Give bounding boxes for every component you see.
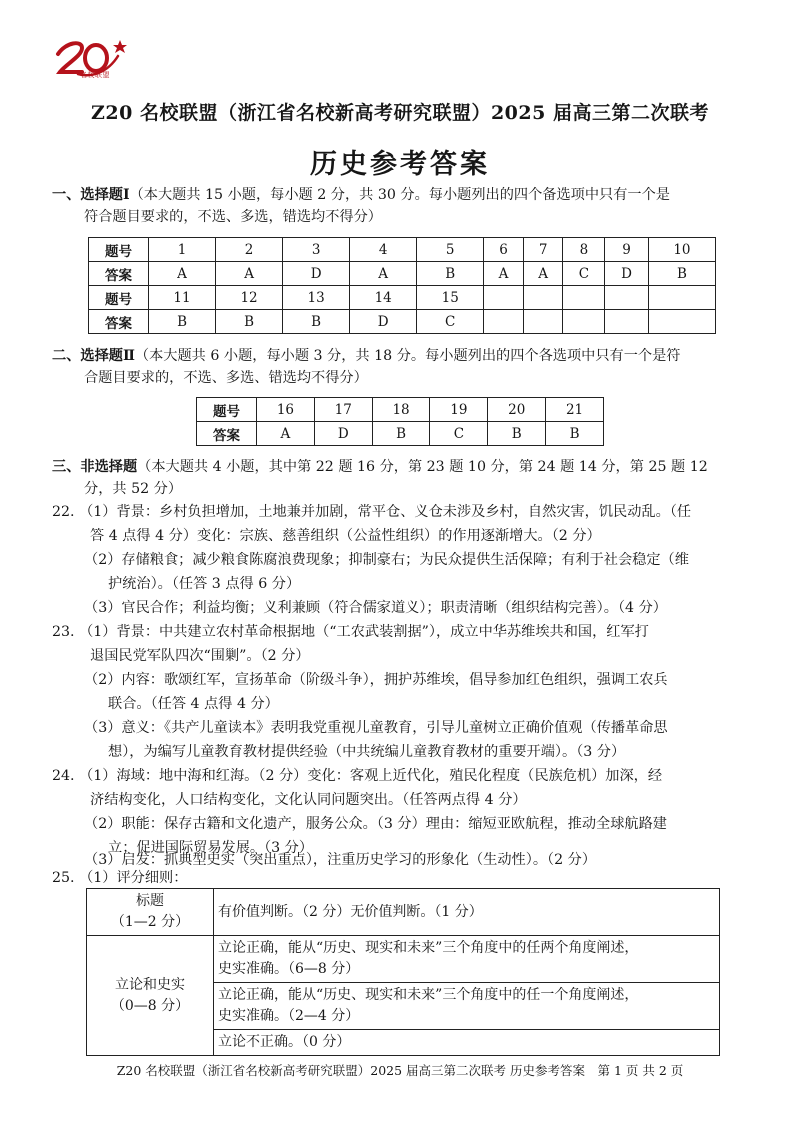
q25-rubric-table xyxy=(86,888,720,1056)
answer-cell: C xyxy=(417,310,484,334)
q24-part2-line1: （2）职能：保存古籍和文化遗产，服务公众。（3 分）理由：缩短亚欧航程，推动全球航路建 xyxy=(84,816,667,832)
q24-part1-line1: 24. （1）海域：地中海和红海。（2 分）变化：客观上近代化，殖民化程度（民族危机）加深，经 xyxy=(52,768,663,784)
answer-cell: B xyxy=(216,310,283,334)
rubric-title-label: 标题 xyxy=(136,893,164,909)
question-number: 6 xyxy=(484,238,524,262)
answer-cell xyxy=(523,310,563,334)
answer-cell: B xyxy=(417,262,484,286)
question-number xyxy=(648,286,715,310)
answer-cell: A xyxy=(523,262,563,286)
rubric-title-cell xyxy=(87,889,214,936)
row-label-answer: 答案 xyxy=(197,422,257,446)
answer-cell xyxy=(484,310,524,334)
answer-cell: D xyxy=(350,310,417,334)
table-row xyxy=(87,889,720,936)
row-label-question: 题号 xyxy=(89,238,149,262)
answer-cell: B xyxy=(488,422,546,446)
section1-heading: 一、选择题Ⅰ xyxy=(52,187,130,203)
question-number xyxy=(484,286,524,310)
answer-cell: B xyxy=(372,422,430,446)
q24-part3: （3）启发：抓典型史实（突出重点），注重历史学习的形象化（生动性）。（2 分） xyxy=(84,852,597,868)
q23-part3-line1: （3）意义：《共产儿童读本》表明我党重视儿童教育，引导儿童树立正确价值观（传播革命思 xyxy=(84,720,668,736)
rubric-argument-range: （0—8 分） xyxy=(110,997,190,1014)
table-row xyxy=(89,238,716,262)
row-label-question: 题号 xyxy=(89,286,149,310)
section1-desc-line1: （本大题共 15 小题，每小题 2 分，共 30 分。每小题列出的四个备选项中只有一个是 xyxy=(129,187,670,203)
question-number: 12 xyxy=(216,286,283,310)
row-label-answer: 答案 xyxy=(89,262,149,286)
rubric-title-desc: 有价值判断。（2 分）无价值判断。（1 分） xyxy=(214,889,720,936)
question-number: 9 xyxy=(605,238,649,262)
question-number: 19 xyxy=(430,398,488,422)
section1-answer-table xyxy=(88,237,716,334)
answer-cell xyxy=(648,310,715,334)
question-number: 5 xyxy=(417,238,484,262)
answer-cell: B xyxy=(546,422,604,446)
answer-cell: A xyxy=(149,262,216,286)
answer-cell xyxy=(563,310,605,334)
question-number: 11 xyxy=(149,286,216,310)
row-label-question: 题号 xyxy=(197,398,257,422)
q25-intro: 25. （1）评分细则： xyxy=(52,870,188,886)
question-number: 14 xyxy=(350,286,417,310)
question-number: 2 xyxy=(216,238,283,262)
answer-cell: B xyxy=(648,262,715,286)
question-number xyxy=(523,286,563,310)
answer-cell: D xyxy=(605,262,649,286)
question-number: 8 xyxy=(563,238,605,262)
page-footer: Z20 名校联盟（浙江省名校新高考研究联盟）2025 届高三第二次联考 历史参考答案 第 1 页 共 2 页 xyxy=(116,1063,684,1078)
q22-part2-line2: 护统治）。（任答 3 点得 6 分） xyxy=(108,576,301,592)
rubric-argument-level1-line2: 史实准确。（6—8 分） xyxy=(218,961,360,977)
q23-part2-line1: （2）内容：歌颂红军，宣扬革命（阶级斗争），拥护苏维埃，倡导参加红色组织，强调工农兵 xyxy=(84,672,668,688)
rubric-argument-level3: 立论不正确。（0 分） xyxy=(214,1030,720,1056)
answer-cell: A xyxy=(350,262,417,286)
q22-part1-line1: 22. （1）背景：乡村负担增加，土地兼并加剧，常平仓、义仓未涉及乡村，自然灾害，饥民动乱。（任 xyxy=(52,504,692,520)
exam-header-title: Z20 名校联盟（浙江省名校新高考研究联盟）2025 届高三第二次联考 xyxy=(91,102,709,124)
section2-desc-line1: （本大题共 6 小题，每小题 3 分，共 18 分。每小题列出的四个各选项中只有一个是符 xyxy=(134,348,681,364)
table-row xyxy=(197,422,604,446)
question-number: 18 xyxy=(372,398,430,422)
table-row xyxy=(87,936,720,983)
section1-desc-line2: 符合题目要求的，不选、多选，错选均不得分） xyxy=(84,209,382,225)
q24-part1-line2: 济结构变化，人口结构变化，文化认同问题突出。（任答两点得 4 分） xyxy=(90,792,527,808)
question-number: 10 xyxy=(648,238,715,262)
answer-cell: A xyxy=(257,422,315,446)
section3-desc-line2: 分，共 52 分） xyxy=(84,481,183,497)
q22-part2-line1: （2）存储粮食；减少粮食陈腐浪费现象；抑制豪右；为民众提供生活保障；有利于社会稳定（维 xyxy=(84,552,689,568)
answer-cell: B xyxy=(149,310,216,334)
table-row xyxy=(89,310,716,334)
question-number: 16 xyxy=(257,398,315,422)
rubric-argument-level2 xyxy=(214,983,720,1030)
rubric-argument-level1-line1: 立论正确，能从“历史、现实和未来”三个角度中的任两个角度阐述， xyxy=(218,940,639,956)
answer-cell: A xyxy=(216,262,283,286)
section2-intro xyxy=(52,345,752,389)
table-row xyxy=(89,286,716,310)
answer-cell: B xyxy=(283,310,350,334)
question-number: 3 xyxy=(283,238,350,262)
document-title: 历史参考答案 xyxy=(310,149,490,180)
question-number: 7 xyxy=(523,238,563,262)
answer-cell: D xyxy=(314,422,372,446)
row-label-answer: 答案 xyxy=(89,310,149,334)
question-number: 1 xyxy=(149,238,216,262)
section2-answer-table xyxy=(196,397,604,446)
rubric-argument-label: 立论和史实 xyxy=(115,976,185,993)
rubric-title-range: （1—2 分） xyxy=(110,914,190,930)
answer-cell: C xyxy=(563,262,605,286)
question-number xyxy=(563,286,605,310)
question-number: 4 xyxy=(350,238,417,262)
question-number: 15 xyxy=(417,286,484,310)
rubric-argument-level2-line2: 史实准确。（2—4 分） xyxy=(218,1008,360,1024)
q22-part1-line2: 答 4 点得 4 分）变化：宗族、慈善组织（公益性组织）的作用逐渐增大。（2 分） xyxy=(90,528,601,544)
rubric-argument-cell xyxy=(87,936,214,1056)
answer-cell: A xyxy=(484,262,524,286)
section2-desc-line2: 合题目要求的，不选、多选、错选均不得分） xyxy=(84,370,368,386)
q23-part1-line2: 退国民党军队四次“围剿”。（2 分） xyxy=(90,648,310,664)
question-number: 21 xyxy=(546,398,604,422)
q23-part2-line2: 联合。（任答 4 点得 4 分） xyxy=(108,696,279,712)
section2-heading: 二、选择题Ⅱ xyxy=(52,348,135,364)
q23-part3-line2: 想），为编写儿童教育教材提供经验（中共统编儿童教育教材的重要开端）。（3 分） xyxy=(108,744,626,760)
question-number xyxy=(605,286,649,310)
question-number: 13 xyxy=(283,286,350,310)
section3-desc-line1: （本大题共 4 小题，其中第 22 题 16 分，第 23 题 10 分，第 24 题 14 分，第 25 题 12 xyxy=(137,459,708,475)
q23-part1-line1: 23. （1）背景：中共建立农村革命根据地（“工农武装割据”），成立中华苏维埃共和国，红军打 xyxy=(52,624,649,640)
q22-part3: （3）官民合作；利益均衡；义利兼顾（符合儒家道义）；职责清晰（组织结构完善）。（4 分） xyxy=(84,600,667,616)
table-row xyxy=(89,262,716,286)
q24-part2-line2: 立；促进国际贸易发展。（3 分） xyxy=(108,840,314,856)
answer-cell xyxy=(605,310,649,334)
rubric-argument-level2-line1: 立论正确，能从“历史、现实和未来”三个角度中的任一个角度阐述， xyxy=(218,987,639,1003)
logo-caption: 名校联盟 xyxy=(80,71,110,79)
section3-intro xyxy=(52,456,752,500)
question-number: 20 xyxy=(488,398,546,422)
rubric-argument-level1 xyxy=(214,936,720,983)
section1-intro xyxy=(52,184,752,228)
question-number: 17 xyxy=(314,398,372,422)
answer-cell: C xyxy=(430,422,488,446)
table-row xyxy=(197,398,604,422)
section3-heading: 三、非选择题 xyxy=(52,459,138,475)
answer-cell: D xyxy=(283,262,350,286)
